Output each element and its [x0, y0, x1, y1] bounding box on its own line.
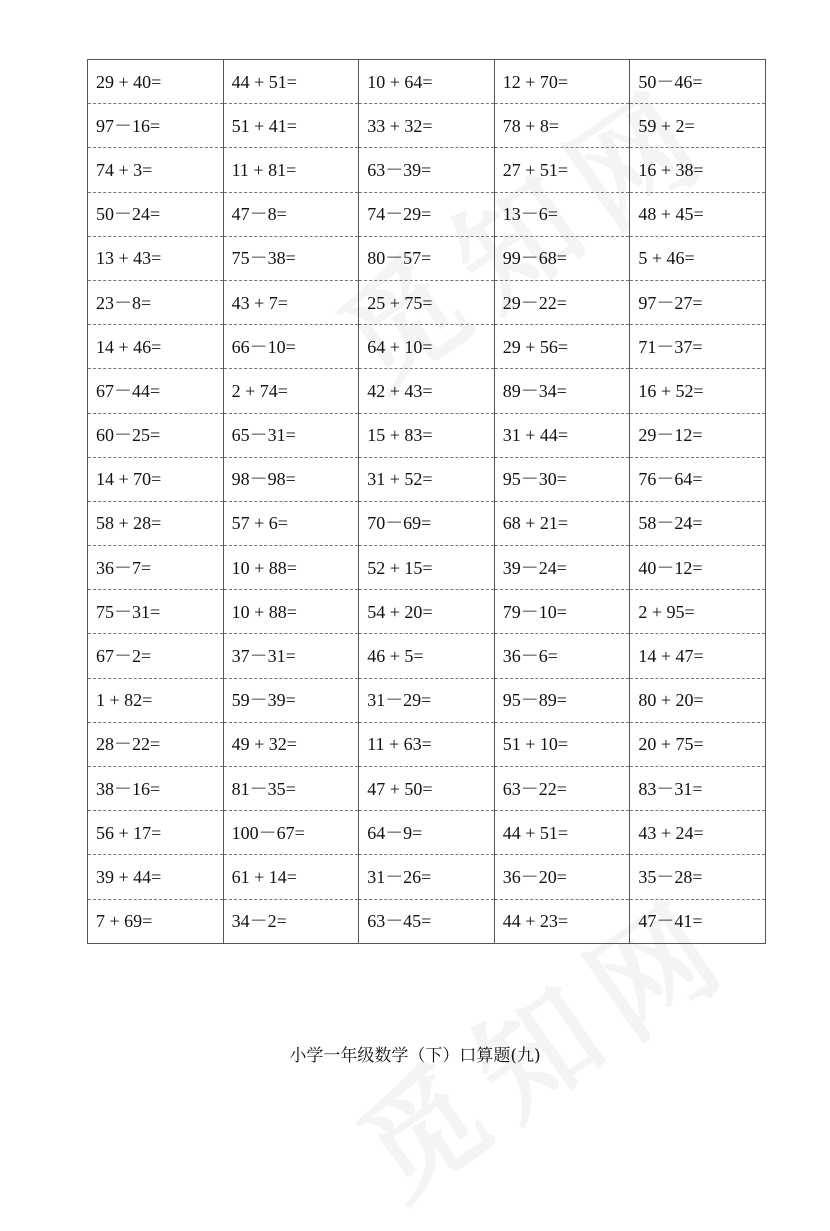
problem-cell: 10 + 64= [359, 60, 495, 104]
problem-cell: 63－45= [359, 899, 495, 943]
problem-cell: 15 + 83= [359, 413, 495, 457]
table-row [88, 413, 766, 457]
table-row [88, 899, 766, 943]
problem-cell: 36－6= [494, 634, 630, 678]
problem-cell: 61 + 14= [223, 855, 359, 899]
problem-cell: 42 + 43= [359, 369, 495, 413]
problem-cell: 46 + 5= [359, 634, 495, 678]
problem-cell: 29－22= [494, 280, 630, 324]
problem-cell: 11 + 63= [359, 722, 495, 766]
table-row [88, 722, 766, 766]
problem-cell: 51 + 10= [494, 722, 630, 766]
problem-cell: 31 + 52= [359, 457, 495, 501]
problem-cell: 60－25= [88, 413, 224, 457]
problem-cell: 39 + 44= [88, 855, 224, 899]
problem-cell: 64－9= [359, 811, 495, 855]
table-row [88, 767, 766, 811]
problem-cell: 12 + 70= [494, 60, 630, 104]
table-row [88, 855, 766, 899]
problem-cell: 13 + 43= [88, 236, 224, 280]
problem-cell: 29 + 56= [494, 325, 630, 369]
problem-cell: 80－57= [359, 236, 495, 280]
table-row [88, 148, 766, 192]
problem-cell: 34－2= [223, 899, 359, 943]
problem-cell: 80 + 20= [630, 678, 766, 722]
table-row [88, 192, 766, 236]
problem-cell: 11 + 81= [223, 148, 359, 192]
problem-cell: 31－26= [359, 855, 495, 899]
problem-cell: 97－27= [630, 280, 766, 324]
problem-cell: 65－31= [223, 413, 359, 457]
problem-cell: 43 + 7= [223, 280, 359, 324]
problem-cell: 75－31= [88, 590, 224, 634]
problem-cell: 95－89= [494, 678, 630, 722]
problem-cell: 14 + 70= [88, 457, 224, 501]
problem-cell: 35－28= [630, 855, 766, 899]
problem-cell: 7 + 69= [88, 899, 224, 943]
problem-cell: 59 + 2= [630, 104, 766, 148]
problem-cell: 14 + 46= [88, 325, 224, 369]
table-row [88, 325, 766, 369]
problem-cell: 1 + 82= [88, 678, 224, 722]
problem-cell: 74－29= [359, 192, 495, 236]
problem-cell: 68 + 21= [494, 501, 630, 545]
problem-cell: 89－34= [494, 369, 630, 413]
problem-cell: 33 + 32= [359, 104, 495, 148]
arithmetic-worksheet-table [87, 59, 766, 944]
problem-cell: 2 + 95= [630, 590, 766, 634]
problem-cell: 5 + 46= [630, 236, 766, 280]
problem-cell: 13－6= [494, 192, 630, 236]
problem-cell: 78 + 8= [494, 104, 630, 148]
problem-cell: 47 + 50= [359, 767, 495, 811]
problem-cell: 50－46= [630, 60, 766, 104]
table-row [88, 546, 766, 590]
problem-cell: 47－8= [223, 192, 359, 236]
table-row [88, 634, 766, 678]
problem-cell: 54 + 20= [359, 590, 495, 634]
problem-cell: 38－16= [88, 767, 224, 811]
problem-cell: 36－7= [88, 546, 224, 590]
problem-cell: 48 + 45= [630, 192, 766, 236]
table-row [88, 60, 766, 104]
problem-cell: 20 + 75= [630, 722, 766, 766]
problem-cell: 98－98= [223, 457, 359, 501]
problem-cell: 100－67= [223, 811, 359, 855]
problem-cell: 14 + 47= [630, 634, 766, 678]
problem-cell: 25 + 75= [359, 280, 495, 324]
problem-cell: 64 + 10= [359, 325, 495, 369]
problem-cell: 37－31= [223, 634, 359, 678]
problem-cell: 29－12= [630, 413, 766, 457]
problem-cell: 23－8= [88, 280, 224, 324]
problem-cell: 76－64= [630, 457, 766, 501]
table-row [88, 811, 766, 855]
problem-cell: 31－29= [359, 678, 495, 722]
problem-cell: 74 + 3= [88, 148, 224, 192]
table-row [88, 678, 766, 722]
problem-cell: 49 + 32= [223, 722, 359, 766]
problem-cell: 44 + 51= [494, 811, 630, 855]
problem-cell: 71－37= [630, 325, 766, 369]
problem-cell: 63－22= [494, 767, 630, 811]
problem-cell: 39－24= [494, 546, 630, 590]
table-row [88, 501, 766, 545]
problem-cell: 81－35= [223, 767, 359, 811]
problem-cell: 16 + 52= [630, 369, 766, 413]
problem-cell: 67－44= [88, 369, 224, 413]
problem-cell: 29 + 40= [88, 60, 224, 104]
problem-cell: 70－69= [359, 501, 495, 545]
problem-cell: 75－38= [223, 236, 359, 280]
problem-cell: 63－39= [359, 148, 495, 192]
worksheet-body [88, 60, 766, 944]
problem-cell: 97－16= [88, 104, 224, 148]
problem-cell: 57 + 6= [223, 501, 359, 545]
problem-cell: 27 + 51= [494, 148, 630, 192]
problem-cell: 43 + 24= [630, 811, 766, 855]
table-row [88, 369, 766, 413]
problem-cell: 36－20= [494, 855, 630, 899]
problem-cell: 44 + 23= [494, 899, 630, 943]
problem-cell: 10 + 88= [223, 546, 359, 590]
problem-cell: 59－39= [223, 678, 359, 722]
problem-cell: 47－41= [630, 899, 766, 943]
problem-cell: 28－22= [88, 722, 224, 766]
table-row [88, 280, 766, 324]
problem-cell: 10 + 88= [223, 590, 359, 634]
problem-cell: 52 + 15= [359, 546, 495, 590]
problem-cell: 99－68= [494, 236, 630, 280]
problem-cell: 56 + 17= [88, 811, 224, 855]
problem-cell: 95－30= [494, 457, 630, 501]
problem-cell: 50－24= [88, 192, 224, 236]
worksheet-title: 小学一年级数学（下）口算题(九) [289, 1046, 541, 1066]
problem-cell: 44 + 51= [223, 60, 359, 104]
table-row [88, 104, 766, 148]
problem-cell: 40－12= [630, 546, 766, 590]
problem-cell: 66－10= [223, 325, 359, 369]
problem-cell: 83－31= [630, 767, 766, 811]
problem-cell: 16 + 38= [630, 148, 766, 192]
problem-cell: 2 + 74= [223, 369, 359, 413]
problem-cell: 58 + 28= [88, 501, 224, 545]
table-row [88, 236, 766, 280]
problem-cell: 58－24= [630, 501, 766, 545]
problem-cell: 79－10= [494, 590, 630, 634]
table-row [88, 457, 766, 501]
problem-cell: 51 + 41= [223, 104, 359, 148]
problem-cell: 67－2= [88, 634, 224, 678]
problem-cell: 31 + 44= [494, 413, 630, 457]
table-row [88, 590, 766, 634]
